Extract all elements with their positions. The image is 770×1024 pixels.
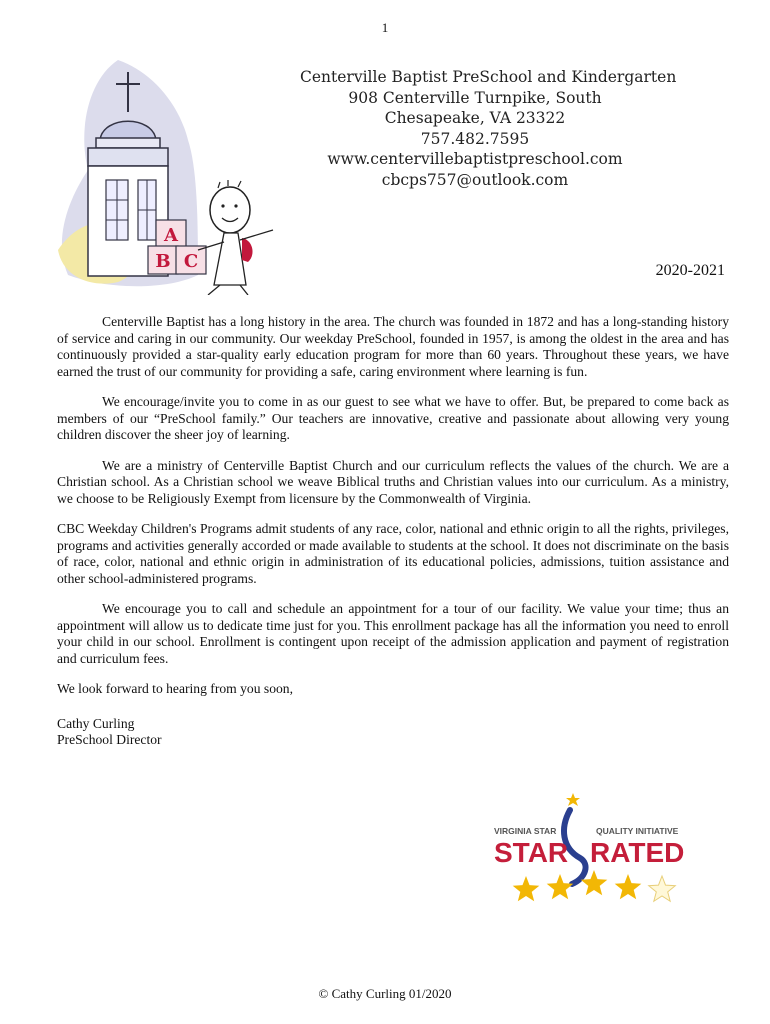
filled-star-icon [513, 876, 540, 901]
address-line-1: 908 Centerville Turnpike, South [348, 88, 602, 107]
paragraph-closing: We look forward to hearing from you soon, [57, 681, 293, 696]
signature-name: Cathy Curling [57, 715, 135, 731]
phone-number: 757.482.7595 [420, 129, 530, 148]
signature-title: PreSchool Director [57, 732, 162, 747]
school-contact-header [300, 67, 677, 191]
paragraph-nondiscrimination: CBC Weekday Children's Programs admit students of any race, color, national and ethnic origin to all the rights, privileges, programs and activities generally accorded or made available to students at the school. It does not discriminate on the basis of race, color, national and ethnic origin in administration of its educational policies, admissions, tuition assistance and other school-administered programs. [57, 521, 729, 586]
letter-body [57, 314, 729, 749]
svg-text:B: B [155, 251, 171, 272]
paragraph-invitation: We encourage/invite you to come in as our guest to see what we have to offer. But, be prepared to come back as members of our “PreSchool family.” Our teachers are innovative, creative and passionate about allowing very young children discover the sheer joy of learning. [57, 394, 729, 442]
badge-rating-stars [513, 870, 676, 901]
page-number: 1 [381, 20, 389, 35]
paragraph-history: Centerville Baptist has a long history in the area. The church was founded in 1872 and has a long-standing history of service and caring in our community. Our weekday PreSchool, founded in 1957, is among the oldest in the area and has continuously provided a star-quality early education program for more than 60 years. Throughout these years, we have earned the trust of our community for providing a safe, caring environment where learning is fun. [57, 314, 729, 379]
school-name: Centerville Baptist PreSchool and Kindergarten [300, 68, 677, 86]
address-line-2: Chesapeake, VA 23322 [384, 109, 566, 128]
filled-star-icon [615, 874, 642, 899]
school-year: 2020-2021 [655, 262, 725, 279]
badge-word-right: RATED [590, 837, 685, 868]
svg-text:C: C [183, 251, 199, 272]
email-link[interactable]: cbcps757@outlook.com [381, 170, 569, 189]
badge-top-star-icon [566, 793, 580, 806]
badge-label-right: QUALITY INITIATIVE [596, 826, 679, 836]
badge-word-left: STAR [494, 837, 569, 868]
empty-star-icon [649, 876, 676, 901]
footer-copyright: © Cathy Curling 01/2020 [318, 986, 452, 1001]
svg-text:A: A [164, 225, 178, 246]
badge-label-left: VIRGINIA STAR [494, 826, 557, 836]
filled-star-icon [547, 874, 574, 899]
star-rated-badge [490, 788, 700, 913]
school-logo-illustration [48, 50, 298, 295]
paragraph-appointment: We encourage you to call and schedule an appointment for a tour of our facility. We value your time; thus an appointment will allow us to dedicate time just for you. This enrollment package has all the information you need to enroll your child in our school. Enrollment is contingent upon receipt of the admission application and payment of registration and curriculum fees. [57, 601, 729, 666]
paragraph-ministry: We are a ministry of Centerville Baptist Church and our curriculum reflects the values of the church. We are a Christian school. As a Christian school we weave Biblical truths and Christian values into our curriculum. As a ministry, we choose to be Religiously Exempt from licensure by the Commonwealth of Virginia. [57, 457, 729, 506]
website-link[interactable]: www.centervillebaptistpreschool.com [327, 150, 623, 169]
